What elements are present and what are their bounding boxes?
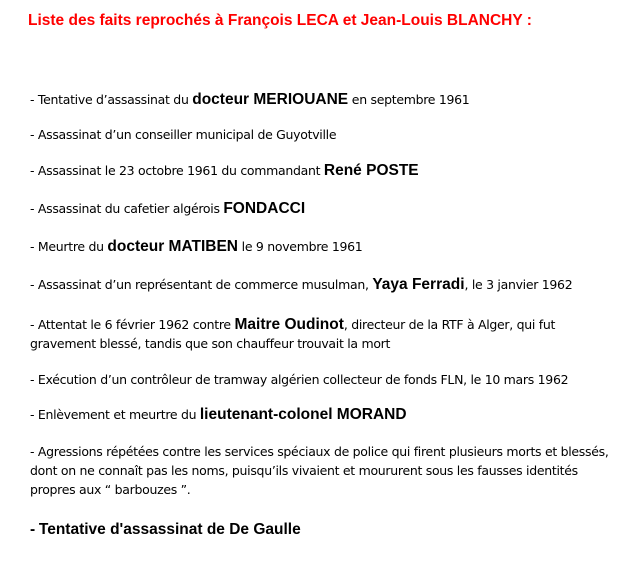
item-text: - Meurtre du — [30, 239, 108, 254]
item-text: - Tentative d’assassinat du — [30, 92, 193, 107]
item-text: - — [30, 521, 39, 538]
list-item — [30, 90, 610, 109]
item-text-suffix: en septembre 1961 — [348, 92, 470, 107]
item-text-suffix: , directeur de la RTF à Alger, qui fut gravement blessé, tandis que son chauffeur trouvait la mort — [30, 317, 556, 351]
item-text: - Exécution d’un contrôleur de tramway algérien collecteur de fonds FLN, le 10 mars 1962 — [30, 372, 569, 387]
item-highlight: docteur MATIBEN — [107, 238, 238, 255]
list-item — [30, 315, 610, 353]
item-highlight: docteur MERIOUANE — [192, 91, 349, 108]
list-item — [30, 370, 610, 389]
list-item — [30, 199, 610, 218]
item-highlight: Maitre Oudinot — [234, 316, 344, 333]
list-item — [30, 442, 610, 499]
item-text-suffix: le 9 novembre 1961 — [238, 239, 363, 254]
list-item — [30, 275, 610, 294]
list-item — [30, 520, 610, 539]
item-highlight: lieutenant-colonel MORAND — [199, 406, 407, 423]
item-text: - Assassinat le 23 octobre 1961 du commandant — [30, 163, 324, 178]
item-text: - Enlèvement et meurtre du — [30, 407, 200, 422]
item-highlight: Tentative d'assassinat de De Gaulle — [38, 521, 301, 538]
list-item — [30, 161, 610, 180]
document-title: Liste des faits reprochés à François LECA et Jean-Louis BLANCHY : — [28, 12, 532, 29]
list-item — [30, 125, 610, 144]
item-highlight: Yaya Ferradi — [372, 276, 465, 293]
item-text: - Assassinat d’un représentant de commerce musulman, — [30, 277, 373, 292]
item-text-suffix: , le 3 janvier 1962 — [464, 277, 573, 292]
item-highlight: René POSTE — [323, 162, 419, 179]
item-text: - Assassinat d’un conseiller municipal de Guyotville — [30, 127, 337, 142]
list-item — [30, 405, 610, 424]
item-text: - Agressions répétées contre les services spéciaux de police qui firent plusieurs morts et blessés, dont on ne connaît pas les noms, puisqu’ils vivaient et moururent sous les fausses identités propres aux “ barbouzes ”. — [30, 444, 609, 497]
list-item — [30, 237, 610, 256]
item-text: - Assassinat du cafetier algérois — [30, 201, 224, 216]
item-highlight: FONDACCI — [223, 200, 306, 217]
item-text: - Attentat le 6 février 1962 contre — [30, 317, 235, 332]
